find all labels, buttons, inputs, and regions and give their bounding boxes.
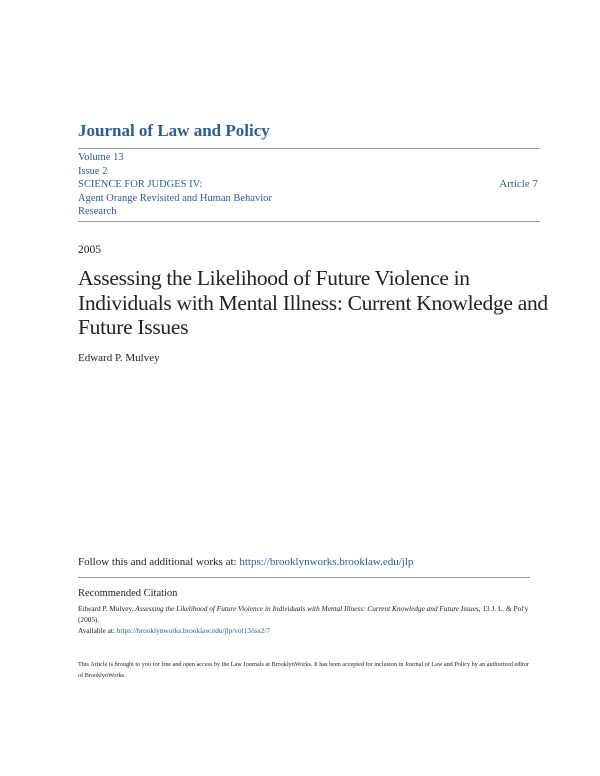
- series-link-line-2[interactable]: Agent Orange Revisited and Human Behavior: [78, 192, 272, 204]
- access-notice: This Article is brought to you for free and open access by the Law Journals at BrooklynWorks. It has been accepted for inclusion in Journal of Law and Policy by an authorized editor of BrooklynWorks.: [78, 661, 529, 679]
- author-name: Edward P. Mulvey: [78, 352, 160, 364]
- volume-link[interactable]: Volume 13: [78, 152, 124, 163]
- citation-title: Assessing the Likelihood of Future Violence in Individuals with Mental Illness: Current Knowledge and Future Issues: [135, 604, 479, 613]
- top-divider: [78, 148, 540, 149]
- journal-title-link[interactable]: Journal of Law and Policy: [78, 121, 270, 140]
- recommended-citation-heading: Recommended Citation: [78, 588, 178, 599]
- publication-year: 2005: [78, 244, 101, 256]
- follow-line: [78, 556, 413, 568]
- series-link-line-1[interactable]: SCIENCE FOR JUDGES IV:: [78, 179, 203, 191]
- available-link[interactable]: https://brooklynworks.brooklaw.edu/jlp/vol13/iss2/7: [116, 626, 270, 635]
- follow-divider: [78, 577, 530, 578]
- citation-author: Edward P. Mulvey,: [78, 604, 136, 613]
- follow-link[interactable]: https://brooklynworks.brooklaw.edu/jlp: [239, 556, 414, 568]
- issue-link[interactable]: Issue 2: [78, 165, 108, 177]
- issue-info: [78, 151, 338, 219]
- citation-rest: , 13 J. L. & Pol'y (2005).: [78, 604, 529, 624]
- article-title: Assessing the Likelihood of Future Violence in Individuals with Mental Illness: Current Knowledge and Future Issues: [78, 266, 548, 339]
- citation-text: [78, 603, 530, 636]
- series-link-line-3[interactable]: Research: [78, 206, 117, 218]
- middle-divider: [78, 221, 540, 222]
- follow-prefix: Follow this and additional works at:: [78, 556, 237, 568]
- article-number-link[interactable]: Article 7: [499, 178, 538, 190]
- available-prefix: Available at:: [78, 626, 117, 635]
